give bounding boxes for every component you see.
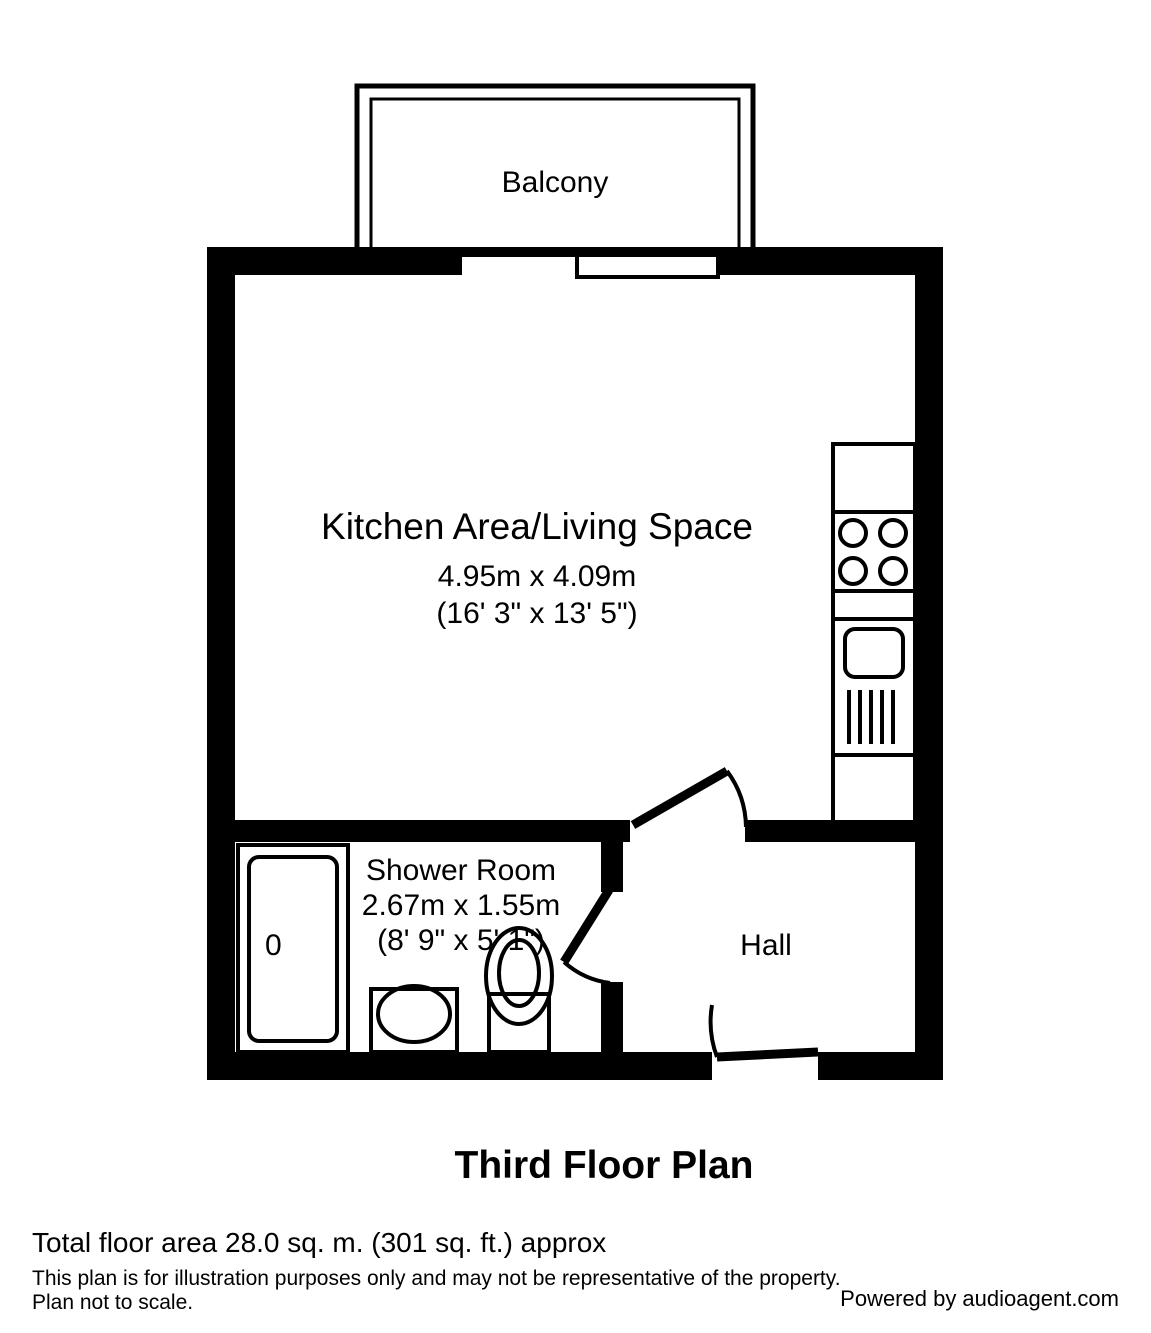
bath-plug-mark: 0 — [265, 929, 282, 962]
shower-room-name: Shower Room — [365, 854, 557, 887]
door-shower-room — [564, 890, 610, 983]
total-floor-area: Total floor area 28.0 sq. m. (301 sq. ft.) approx — [32, 1227, 607, 1258]
shower-dim-metric: 2.67m x 1.55m — [361, 889, 561, 922]
room-label-shower — [362, 854, 560, 957]
kitchen-room-name: Kitchen Area/Living Space — [321, 506, 753, 547]
balcony-door-glazing — [462, 247, 718, 277]
door-living-to-hall — [633, 771, 746, 827]
powered-by-label: Powered by audioagent.com — [840, 1286, 1119, 1311]
kitchen-dim-imperial: (16' 3" x 13' 5") — [436, 597, 638, 630]
disclaimer-line-2: Plan not to scale. — [32, 1291, 194, 1314]
room-label-kitchen — [321, 506, 753, 630]
hall-label: Hall — [740, 929, 792, 962]
bath-tub — [238, 845, 348, 1052]
kitchen-dim-metric: 4.95m x 4.09m — [437, 560, 637, 593]
kitchen-units — [833, 444, 915, 824]
interior-walls — [235, 820, 943, 1054]
shower-dim-imperial: (8' 9" x 5' 1") — [377, 924, 545, 957]
balcony-label: Balcony — [501, 166, 609, 199]
disclaimer-line-1: This plan is for illustration purposes only and may not be representative of the property. — [32, 1267, 841, 1290]
sink-basin — [371, 986, 457, 1052]
door-entrance — [711, 999, 818, 1057]
page-title: Third Floor Plan — [454, 1144, 754, 1187]
